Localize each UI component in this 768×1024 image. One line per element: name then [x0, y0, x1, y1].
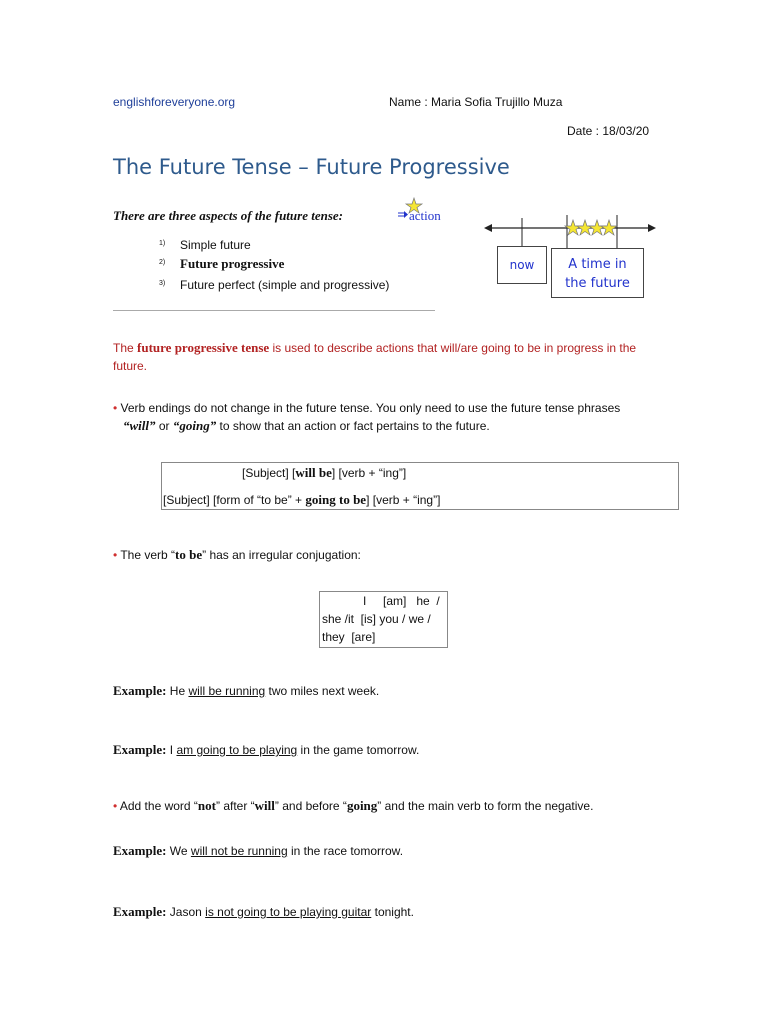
formula-l1-b: will be: [295, 465, 332, 480]
bullet: •: [113, 799, 118, 813]
timeline-now-box: [497, 246, 547, 284]
definition-term: future progressive tense: [137, 340, 270, 355]
aspects-intro: There are three aspects of the future tense:: [113, 208, 344, 223]
formula-l2-a: [Subject] [form of “to be” +: [163, 493, 306, 507]
document-date: Date : 18/03/20: [567, 124, 650, 138]
rule1-rest: to show that an action or fact pertains to the future.: [216, 419, 490, 433]
rule3-mid1: ” after “: [215, 799, 255, 813]
example-pre: He: [166, 684, 189, 698]
example-underlined: am going to be playing: [176, 743, 298, 757]
example-pre: Jason: [166, 905, 206, 919]
timeline-future-box: [551, 248, 644, 298]
site-part-1: englishfor: [113, 95, 166, 109]
list-number: 2): [159, 259, 166, 266]
timeline-now-label: now: [509, 258, 535, 272]
example-underlined: is not going to be playing guitar: [205, 905, 372, 919]
example-label: Example:: [113, 843, 167, 858]
website-link[interactable]: [113, 95, 235, 109]
conjugation-box: [319, 591, 448, 648]
formula-line1: [242, 465, 406, 481]
list-item: Simple future: [180, 238, 251, 252]
list-item: Future progressive: [180, 256, 285, 271]
example-underlined: will be running: [188, 684, 266, 698]
conjugation-line3: they [are]: [322, 630, 376, 644]
star-icon: [565, 220, 617, 235]
bullet: •: [113, 401, 118, 415]
example-3: [113, 843, 403, 859]
arrow-right-icon: [648, 224, 656, 232]
formula-box: [161, 462, 679, 510]
definition-pre: The: [113, 341, 138, 355]
timeline-future-line2: the future: [565, 276, 630, 291]
rule1-going: “going”: [172, 418, 217, 433]
timeline-future-line1: A time in: [568, 257, 627, 272]
rule3-pre: Add the word “: [117, 799, 198, 813]
example-underlined: will not be running: [190, 844, 288, 858]
example-pre: I: [166, 743, 177, 757]
conjugation-line2: she /it [is] you / we /: [322, 612, 431, 626]
divider: [113, 310, 435, 311]
example-1: [113, 683, 379, 699]
rule2-post: ” has an irregular conjugation:: [202, 548, 361, 562]
rule-verb-endings: [113, 399, 620, 435]
list-number: 1): [159, 240, 166, 247]
conjugation-line1: I [am] he /: [363, 594, 440, 608]
formula-l1-c: ] [verb + “ing”]: [331, 466, 407, 480]
formula-line2: [163, 492, 440, 508]
rule-to-be: [113, 546, 361, 564]
rule1-will: “will”: [123, 418, 156, 433]
page-title: The Future Tense – Future Progressive: [113, 155, 510, 179]
example-4: [113, 904, 414, 920]
example-label: Example:: [113, 742, 167, 757]
example-2: [113, 742, 419, 758]
example-pre: We: [166, 844, 191, 858]
student-name: Name : Maria Sofia Trujillo Muza: [389, 95, 563, 109]
site-part-2: everyone.org: [165, 95, 236, 109]
rule-negative: [113, 797, 593, 815]
rule3-post: ” and the main verb to form the negative.: [377, 799, 594, 813]
formula-l1-a: [Subject] [: [242, 466, 296, 480]
example-post: in the game tomorrow.: [297, 743, 420, 757]
definition-post: is used to describe actions that will/are going to be in progress in the: [269, 341, 637, 355]
arrow-left-icon: [484, 224, 492, 232]
definition-line2: future.: [113, 359, 148, 373]
rule1-or: or: [155, 419, 173, 433]
definition-paragraph: [113, 339, 636, 375]
rule3-will: will: [254, 798, 275, 813]
example-post: two miles next week.: [265, 684, 380, 698]
formula-l2-c: ] [verb + “ing”]: [366, 493, 441, 507]
example-label: Example:: [113, 904, 167, 919]
rule3-not: not: [197, 798, 216, 813]
example-label: Example:: [113, 683, 167, 698]
rule1-text: Verb endings do not change in the future tense. You only need to use the future tense phrases: [117, 401, 621, 415]
example-post: tonight.: [371, 905, 414, 919]
timeline-action-label: action: [409, 208, 441, 223]
rule2-pre: The verb “: [117, 548, 176, 562]
list-item: Future perfect (simple and progressive): [180, 278, 390, 292]
rule2-verb: to be: [175, 547, 203, 562]
rule3-mid2: ” and before “: [274, 799, 347, 813]
example-post: in the race tomorrow.: [287, 844, 404, 858]
rule3-going: going: [346, 798, 378, 813]
list-number: 3): [159, 280, 166, 287]
formula-l2-b: going to be: [305, 492, 367, 507]
bullet: •: [113, 548, 118, 562]
